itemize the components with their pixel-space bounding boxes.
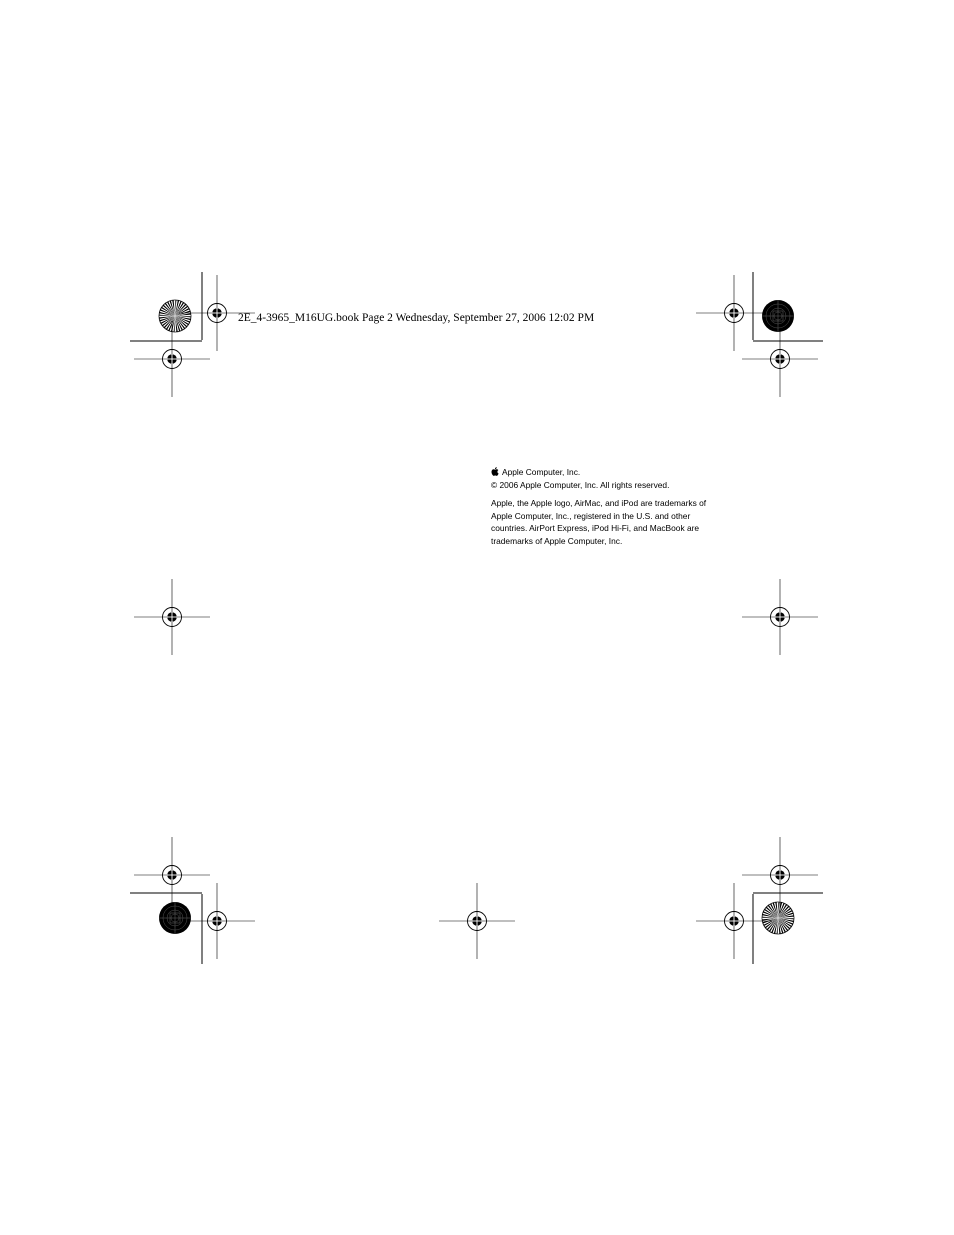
registration-mark-icon (742, 579, 818, 655)
dark-target-icon (762, 300, 794, 332)
crop-marks (130, 272, 823, 964)
registration-marks (134, 275, 818, 959)
registration-mark-icon (696, 275, 772, 351)
registration-mark-icon (439, 883, 515, 959)
star-targets (159, 300, 794, 934)
registration-mark-icon (134, 837, 210, 913)
registration-mark-icon (696, 883, 772, 959)
star-target-icon (159, 300, 191, 332)
registration-mark-icon (134, 579, 210, 655)
registration-mark-icon (134, 321, 210, 397)
apple-logo-icon (491, 467, 499, 476)
dark-target-icon (159, 902, 191, 934)
star-target-icon (762, 902, 794, 934)
copyright-line: © 2006 Apple Computer, Inc. All rights reserved. (491, 479, 670, 490)
imprint-block (491, 466, 721, 548)
trademark-notice: Apple, the Apple logo, AirMac, and iPod are trademarks of Apple Computer, Inc., registered in the U.S. and other countries. AirPort Express, iPod Hi-Fi, and MacBook are trademarks of Apple Computer, Inc. (491, 498, 707, 546)
company-name: Apple Computer, Inc. (502, 467, 581, 477)
company-line (491, 466, 721, 479)
slug-line: 2E_4-3965_M16UG.book Page 2 Wednesday, September 27, 2006 12:02 PM (238, 312, 595, 324)
